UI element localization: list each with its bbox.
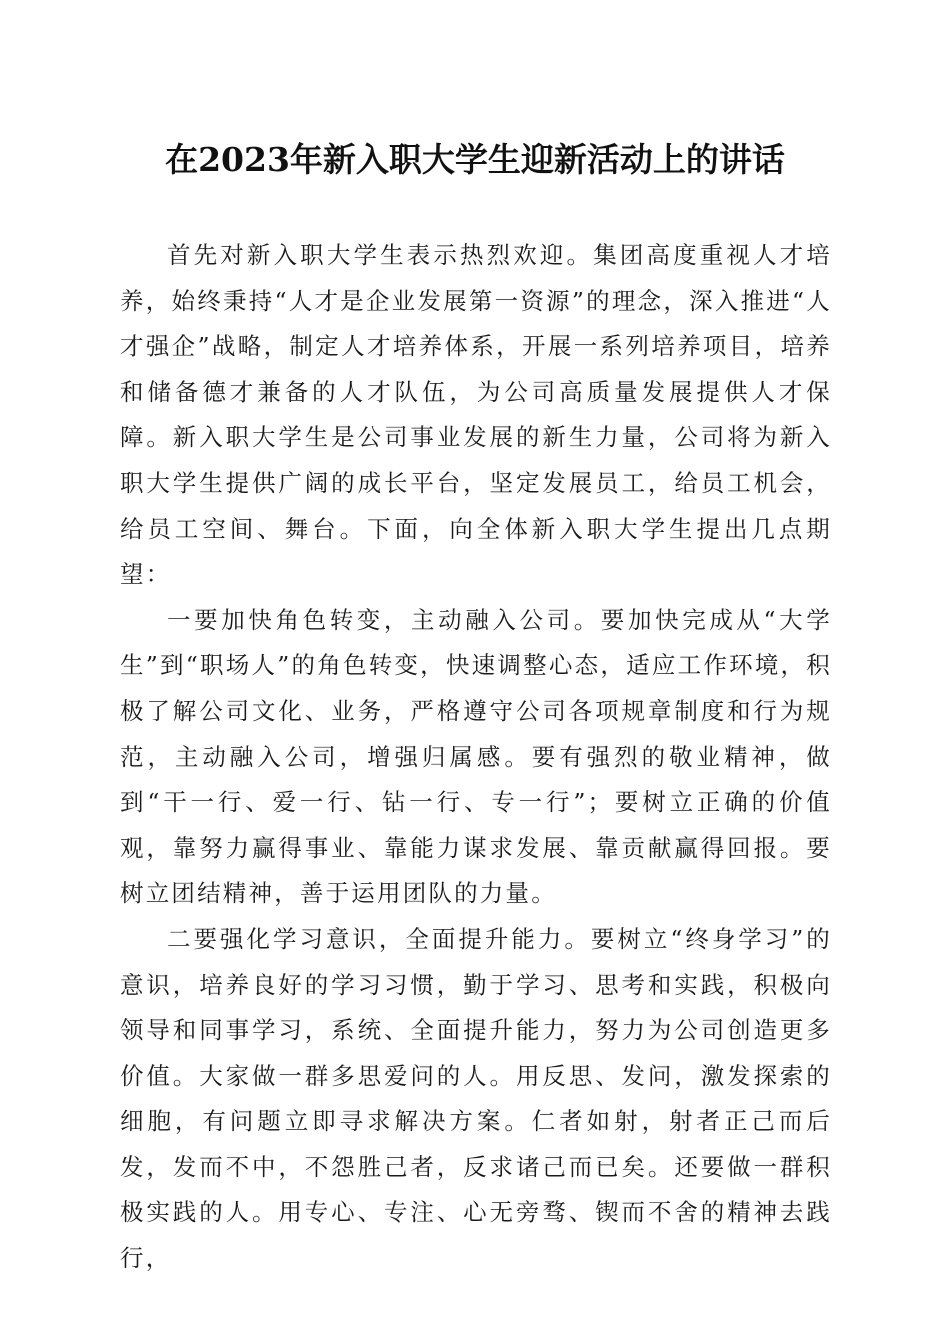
paragraph-point-two: 二要强化学习意识，全面提升能力。要树立“终身学习”的意识，培养良好的学习习惯，勤于学习、思考和实践，积极向领导和同事学习，系统、全面提升能力，努力为公司创造更多价值。大家做一群多思爱问的人。用反思、发问，激发探索的细胞，有问题立即寻求解决方案。仁者如射，射者正己而后发，发而不中，不怨胜己者，反求诸己而已矣。还要做一群积极实践的人。用专心、专注、心无旁骛、锲而不舍的精神去践行， [120, 924, 832, 1273]
document-title: 在2023年新入职大学生迎新活动上的讲话 [165, 140, 785, 179]
paragraph-point-one: 一要加快角色转变，主动融入公司。要加快完成从“大学生”到“职场人”的角色转变，快速调整心态，适应工作环境，积极了解公司文化、业务，严格遵守公司各项规章制度和行为规范，主动融入公司，增强归属感。要有强烈的敬业精神，做到“干一行、爱一行、钻一行、专一行”；要树立正确的价值观，靠努力赢得事业、靠能力谋求发展、靠贡献赢得回报。要树立团结精神，善于运用团队的力量。 [120, 605, 832, 908]
document-body [120, 233, 832, 1282]
paragraph-intro: 首先对新入职大学生表示热烈欢迎。集团高度重视人才培养，始终秉持“人才是企业发展第一资源”的理念，深入推进“人才强企”战略，制定人才培养体系，开展一系列培养项目，培养和储备德才兼备的人才队伍，为公司高质量发展提供人才保障。新入职大学生是公司事业发展的新生力量，公司将为新入职大学生提供广阔的成长平台，坚定发展员工，给员工机会，给员工空间、舞台。下面，向全体新入职大学生提出几点期望： [120, 241, 832, 589]
